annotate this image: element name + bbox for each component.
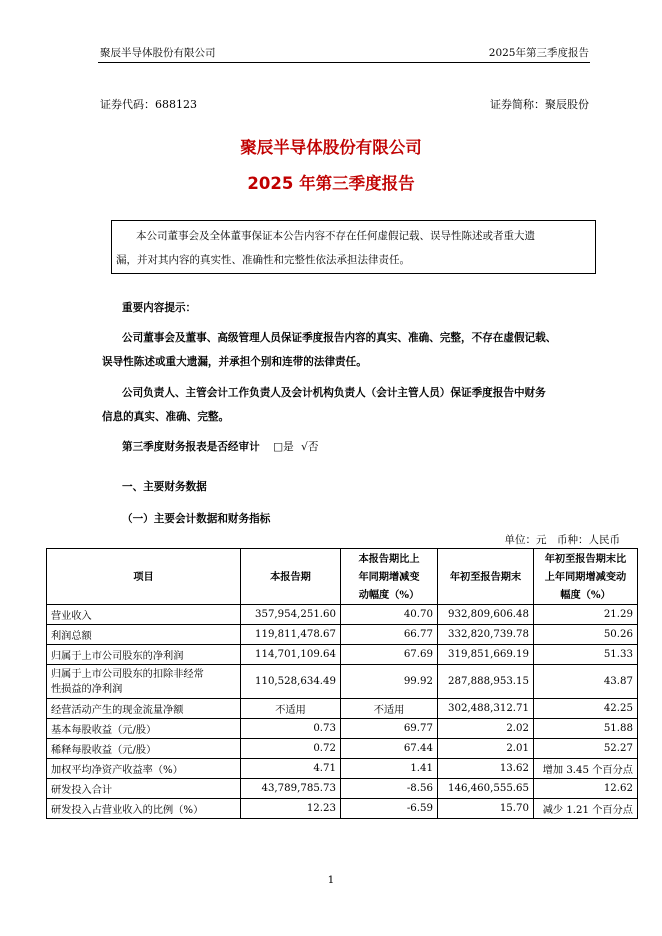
table-row: 基本每股收益（元/股） 0.73 69.77 2.02 51.88	[47, 719, 638, 739]
table-row: 稀释每股收益（元/股） 0.72 67.44 2.01 52.27	[47, 739, 638, 759]
notice-line-2: 漏，并对其内容的真实性、准确性和完整性依法承担法律责任。	[116, 254, 410, 266]
important-p2-line2: 信息的真实、准确、完整。	[102, 411, 230, 423]
col-header-ytd: 年初至报告期末	[438, 549, 534, 605]
audit-yes-option: □是	[273, 441, 294, 453]
audit-line	[122, 439, 318, 454]
table-row: 加权平均净资产收益率（%） 4.71 1.41 13.62 增加 3.45 个百分点	[47, 759, 638, 779]
important-p1-line2: 误导性陈述或重大遗漏，并承担个别和连带的法律责任。	[102, 356, 367, 368]
header-company: 聚辰半导体股份有限公司	[100, 47, 216, 59]
notice-box	[111, 220, 596, 274]
audit-question: 第三季度财务报表是否经审计	[122, 441, 260, 453]
page-number: 1	[327, 874, 335, 886]
table-row: 经营活动产生的现金流量净额 不适用 不适用 302,488,312.71 42.25	[47, 699, 638, 719]
important-p2-line1: 公司负责人、主管会计工作负责人及会计机构负责人（会计主管人员）保证季度报告中财务	[122, 387, 546, 399]
important-heading: 重要内容提示：	[122, 302, 197, 314]
audit-no-option: √否	[301, 441, 319, 453]
col-header-ytd-change: 年初至报告期末比 上年同期增减变动 幅度（%）	[534, 549, 638, 605]
header-divider	[98, 62, 590, 63]
header-report-name: 2025年第三季度报告	[488, 47, 589, 59]
table-row: 归属于上市公司股东的扣除非经常 性损益的净利润 110,528,634.49 99.92 287,888,953.15 43.87	[47, 665, 638, 699]
table-row: 利润总额 119,811,478.67 66.77 332,820,739.78 50.26	[47, 625, 638, 645]
table-header-row	[47, 549, 638, 605]
stock-abbreviation: 证券简称：聚辰股份	[490, 98, 589, 111]
important-p1-line1: 公司董事会及董事、高级管理人员保证季度报告内容的真实、准确、完整，不存在虚假记载、	[122, 332, 557, 344]
table-row: 归属于上市公司股东的净利润 114,701,109.64 67.69 319,851,669.19 51.33	[47, 645, 638, 665]
table-row: 研发投入占营业收入的比例（%） 12.23 -6.59 15.70 减少 1.21 个百分点	[47, 799, 638, 819]
financial-data-table	[46, 548, 638, 819]
stock-code: 证券代码：688123	[100, 98, 197, 111]
col-header-current: 本报告期	[241, 549, 341, 605]
unit-currency-note: 单位：元 币种：人民币	[504, 534, 620, 546]
col-header-item: 项目	[47, 549, 241, 605]
table-row: 研发投入合计 43,789,785.73 -8.56 146,460,555.65 12.62	[47, 779, 638, 799]
section-heading: 一、主要财务数据	[122, 481, 207, 493]
col-header-change: 本报告期比上 年同期增减变 动幅度（%）	[341, 549, 438, 605]
notice-line-1: 本公司董事会及全体董事保证本公告内容不存在任何虚假记载、误导性陈述或者重大遗	[136, 230, 535, 242]
document-title-report: 2025 年第三季度报告	[247, 174, 415, 193]
table-row: 营业收入 357,954,251.60 40.70 932,809,606.48 21.29	[47, 605, 638, 625]
section-subheading: （一）主要会计数据和财务指标	[122, 513, 271, 525]
document-title-company: 聚辰半导体股份有限公司	[240, 138, 422, 157]
